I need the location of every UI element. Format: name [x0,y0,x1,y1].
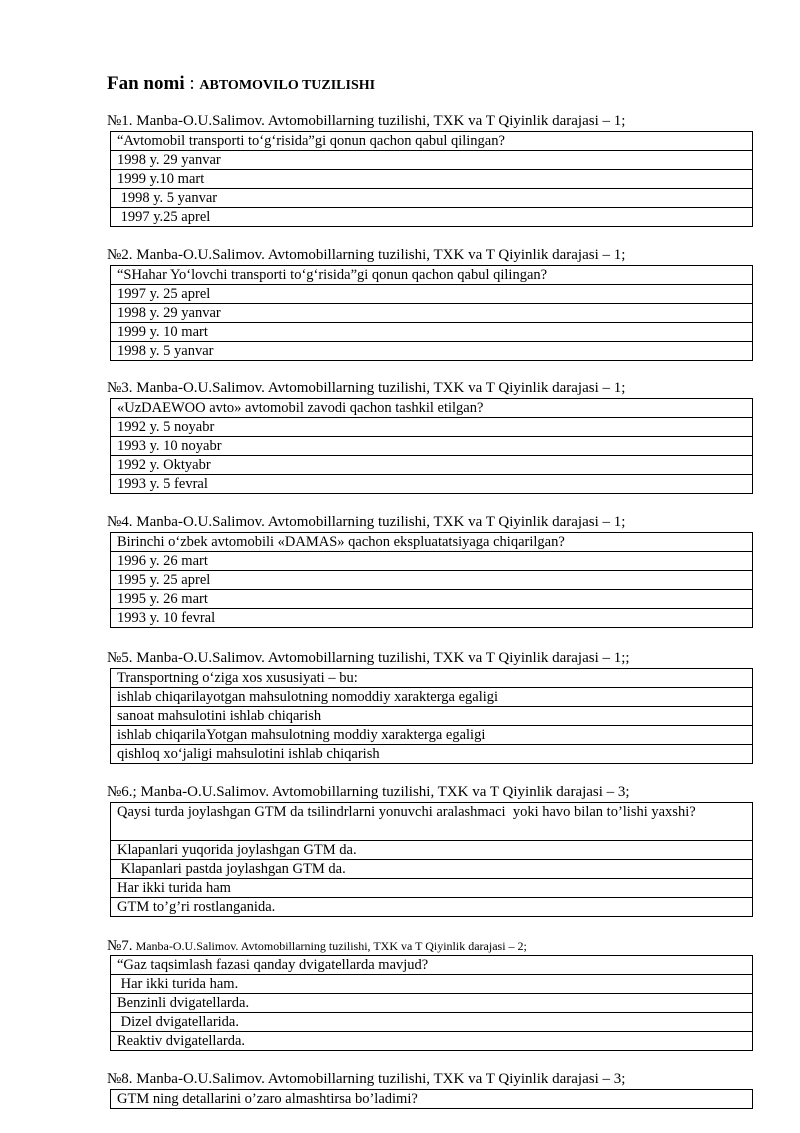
answer-option-text: 1998 y. 5 yanvar [111,342,753,361]
answer-option [111,285,753,304]
answer-option-text: Reaktiv dvigatellarda. [111,1032,753,1051]
answer-option [111,745,753,764]
question-5-header: №5. Manba-O.U.Salimov. Avtomobillarning tuzilishi, TXK va T Qiyinlik darajasi – 1;; [107,650,630,666]
question-row [111,399,753,418]
answer-option-text: ishlab chiqarilayotgan mahsulotning nomoddiy xarakterga egaligi [111,688,753,707]
question-3-header: №3. Manba-O.U.Salimov. Avtomobillarning tuzilishi, TXK va T Qiyinlik darajasi – 1; [107,380,626,396]
answer-option [111,975,753,994]
answer-option [111,304,753,323]
question-6-table [110,802,753,917]
answer-option-text: 1998 y. 5 yanvar [111,189,753,208]
question-row [111,266,753,285]
answer-option-text: GTM to’g’ri rostlanganida. [111,898,753,917]
question-7-header [107,937,527,955]
answer-option [111,552,753,571]
question-7-table [110,955,753,1051]
question-5-table [110,668,753,764]
answer-option [111,590,753,609]
question-prompt: GTM ning detallarini o’zaro almashtirsa bo’ladimi? [111,1090,753,1109]
answer-option-text: Har ikki turida ham [111,879,753,898]
answer-option-text: 1999 y.10 mart [111,170,753,189]
answer-option [111,571,753,590]
answer-option [111,208,753,227]
subject-separator: : [184,73,200,94]
question-3-table [110,398,753,494]
question-prompt: “Avtomobil transporti to‘g‘risida”gi qonun qachon qabul qilingan? [111,132,753,151]
subject-label: Fan nomi [107,73,185,94]
subject-title [107,73,375,95]
answer-option-text: 1997 y. 25 aprel [111,285,753,304]
answer-option [111,437,753,456]
answer-option [111,1032,753,1051]
answer-option-text: sanoat mahsulotini ishlab chiqarish [111,707,753,726]
answer-option [111,609,753,628]
answer-option [111,475,753,494]
question-4-table [110,532,753,628]
answer-option-text: 1992 y. 5 noyabr [111,418,753,437]
question-row [111,533,753,552]
question-row [111,1090,753,1109]
question-prompt: Birinchi o‘zbek avtomobili «DAMAS» qachon ekspluatatsiyaga chiqarilgan? [111,533,753,552]
question-2-table [110,265,753,361]
answer-option-text: 1995 y. 25 aprel [111,571,753,590]
answer-option-text: Har ikki turida ham. [111,975,753,994]
question-prompt: “SHahar Yo‘lovchi transporti to‘g‘risida”gi qonun qachon qabul qilingan? [111,266,753,285]
answer-option-text: Klapanlari pastda joylashgan GTM da. [111,860,753,879]
question-row [111,669,753,688]
answer-option-text: 1998 y. 29 yanvar [111,151,753,170]
answer-option-text: 1996 y. 26 mart [111,552,753,571]
question-row [111,956,753,975]
answer-option [111,898,753,917]
answer-option [111,879,753,898]
answer-option-text: 1993 y. 10 fevral [111,609,753,628]
answer-option [111,456,753,475]
answer-option [111,189,753,208]
answer-option [111,418,753,437]
question-prompt: Qaysi turda joylashgan GTM da tsilindrlarni yonuvchi aralashmaci yoki havo bilan to’lishi yaxshi? [111,803,753,841]
answer-option [111,688,753,707]
question-2-header: №2. Manba-O.U.Salimov. Avtomobillarning tuzilishi, TXK va T Qiyinlik darajasi – 1; [107,247,626,263]
question-6-header: №6.; Manba-O.U.Salimov. Avtomobillarning tuzilishi, TXK va T Qiyinlik darajasi – 3; [107,784,630,800]
answer-option-text: ishlab chiqarilaYotgan mahsulotning moddiy xarakterga egaligi [111,726,753,745]
answer-option-text: 1999 y. 10 mart [111,323,753,342]
answer-option-text: 1992 y. Oktyabr [111,456,753,475]
answer-option-text: Dizel dvigatellarida. [111,1013,753,1032]
question-1-table [110,131,753,227]
answer-option [111,151,753,170]
question-7-number: №7. [107,938,133,954]
question-row [111,803,753,841]
answer-option-text: 1993 y. 5 fevral [111,475,753,494]
answer-option-text: 1993 y. 10 noyabr [111,437,753,456]
answer-option-text: 1998 y. 29 yanvar [111,304,753,323]
answer-option-text: 1995 y. 26 mart [111,590,753,609]
question-prompt: “Gaz taqsimlash fazasi qanday dvigatellarda mavjud? [111,956,753,975]
question-8-header: №8. Manba-O.U.Salimov. Avtomobillarning tuzilishi, TXK va T Qiyinlik darajasi – 3; [107,1071,626,1087]
answer-option [111,170,753,189]
answer-option [111,342,753,361]
answer-option [111,323,753,342]
answer-option-text: qishloq xo‘jaligi mahsulotini ishlab chiqarish [111,745,753,764]
question-1-header: №1. Manba-O.U.Salimov. Avtomobillarning tuzilishi, TXK va T Qiyinlik darajasi – 1; [107,113,626,129]
answer-option [111,860,753,879]
answer-option [111,1013,753,1032]
answer-option-text: Klapanlari yuqorida joylashgan GTM da. [111,841,753,860]
question-prompt: «UzDAEWOO avto» avtomobil zavodi qachon tashkil etilgan? [111,399,753,418]
answer-option-text: 1997 y.25 aprel [111,208,753,227]
answer-option [111,726,753,745]
question-prompt: Transportning o‘ziga xos xususiyati – bu: [111,669,753,688]
question-7-source: Manba-O.U.Salimov. Avtomobillarning tuzilishi, TXK va T Qiyinlik darajasi – 2; [132,939,527,953]
answer-option-text: Benzinli dvigatellarda. [111,994,753,1013]
question-8-table [110,1089,753,1109]
subject-name: ABTOMOVILO TUZILISHI [199,78,376,93]
question-row [111,132,753,151]
answer-option [111,994,753,1013]
answer-option [111,841,753,860]
question-4-header: №4. Manba-O.U.Salimov. Avtomobillarning tuzilishi, TXK va T Qiyinlik darajasi – 1; [107,514,626,530]
answer-option [111,707,753,726]
